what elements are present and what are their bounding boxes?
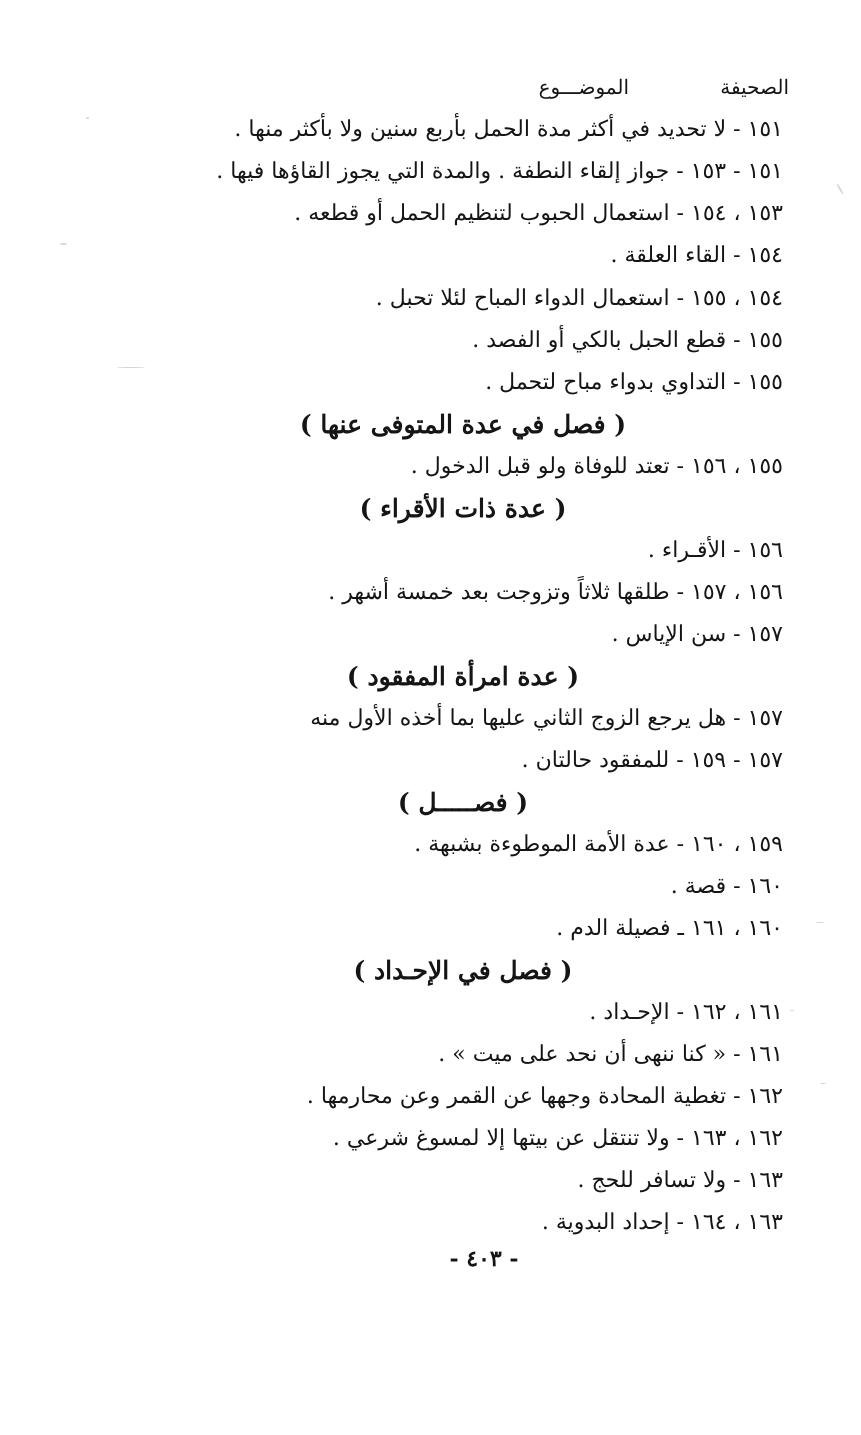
- index-entry: ١٥٧ - سن الإياس .: [611, 622, 783, 647]
- section-heading: ( فصل في الإحـداد ): [353, 956, 573, 985]
- scan-speck: [790, 1010, 794, 1011]
- index-entry: ١٥١ - ١٥٣ - جواز إلقاء النطفة . والمدة التي يجوز القاؤها فيها .: [216, 159, 783, 184]
- scan-speck: [816, 922, 824, 923]
- index-entry: ١٥٥ ، ١٥٦ - تعتد للوفاة ولو قبل الدخول .: [410, 454, 783, 479]
- page-column-label: الصحيفة: [720, 75, 789, 99]
- scan-speck: [86, 117, 89, 119]
- scan-speck: [836, 183, 844, 194]
- index-entry: ١٦٢ ، ١٦٣ - ولا تنتقل عن بيتها إلا لمسوغ شرعي .: [332, 1126, 783, 1151]
- index-entry: ١٦٢ - تغطية المحادة وجهها عن القمر وعن محارمها .: [306, 1084, 783, 1109]
- section-heading: ( عدة امرأة المفقود ): [346, 662, 580, 691]
- index-entry: ١٥٩ ، ١٦٠ - عدة الأمة الموطوءة بشبهة .: [414, 832, 783, 857]
- scan-speck: [820, 1083, 826, 1084]
- index-entry: ١٥٥ - التداوي بدواء مباح لتحمل .: [485, 370, 783, 395]
- index-entry: ١٥٤ ، ١٥٥ - استعمال الدواء المباح لئلا تحبل .: [375, 286, 783, 311]
- index-entry: ١٦٠ - قصة .: [670, 874, 783, 899]
- section-heading: ( فصـــــل ): [397, 788, 529, 817]
- scan-speck: [60, 243, 67, 245]
- topic-column-label: الموضـــوع: [538, 75, 629, 99]
- index-entry: ١٥٥ - قطع الحبل بالكي أو الفصد .: [472, 328, 783, 353]
- index-entry: ١٦٣ - ولا تسافر للحج .: [577, 1168, 783, 1193]
- index-entry: ١٥١ - لا تحديد في أكثر مدة الحمل بأربع سنين ولا بأكثر منها .: [234, 117, 783, 142]
- index-entry: ١٥٧ - ١٥٩ - للمفقود حالتان .: [521, 748, 783, 773]
- page-number: - ٤٠٣ -: [449, 1246, 519, 1272]
- index-entry: ١٦١ - « كنا ننهى أن نحد على ميت » .: [438, 1042, 783, 1067]
- section-heading: ( عدة ذات الأقراء ): [359, 494, 567, 523]
- index-entry: ١٥٦ - الأقـراء .: [647, 538, 783, 563]
- index-entry: ١٥٤ - القاء العلقة .: [610, 243, 783, 268]
- index-entry: ١٥٦ ، ١٥٧ - طلقها ثلاثاً وتزوجت بعد خمسة أشهر .: [328, 580, 783, 605]
- section-heading: ( فصل في عدة المتوفى عنها ): [299, 410, 627, 439]
- index-entry: ١٥٣ ، ١٥٤ - استعمال الحبوب لتنظيم الحمل أو قطعه .: [294, 201, 783, 226]
- index-entry: ١٥٧ - هل يرجع الزوج الثاني عليها بما أخذه الأول منه: [310, 706, 783, 731]
- scan-speck: [117, 367, 145, 368]
- index-entry: ١٦٣ ، ١٦٤ - إحداد البدوية .: [541, 1210, 783, 1235]
- index-entry: ١٦١ ، ١٦٢ - الإحـداد .: [589, 1000, 783, 1025]
- index-entry: ١٦٠ ، ١٦١ ـ فصيلة الدم .: [556, 916, 783, 941]
